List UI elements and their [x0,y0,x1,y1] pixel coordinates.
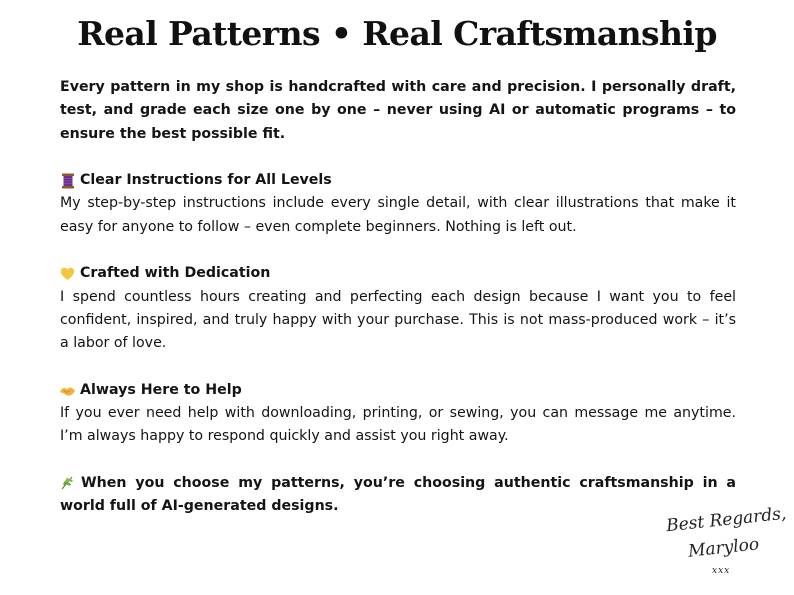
section-heading-help [60,379,736,402]
yellow-heart-icon [60,266,75,282]
section-heading-dedication [60,262,736,285]
herb-icon [60,475,75,491]
thread-spool-icon [60,173,75,189]
spacer [60,239,736,262]
page-title: Real Patterns • Real Craftsmanship [77,14,717,53]
section-heading-instructions [60,169,736,192]
section-heading-text: Always Here to Help [80,381,242,398]
handwritten-signature [662,503,788,586]
section-heading-text: Clear Instructions for All Levels [80,172,332,189]
signature-greeting: Best Regards, [665,503,788,537]
closing-text: When you choose my patterns, you’re choosing authentic craftsmanship in a world full of AI-generated designs. [60,475,736,515]
document-body [60,76,736,519]
spacer [60,449,736,472]
intro-paragraph: Every pattern in my shop is handcrafted with care and precision. I personally draft, test, and grade each size one by one – never using AI or automatic programs – to ensure the best possible fit. [60,79,736,142]
signature-kisses: xxx [712,566,731,576]
section-heading-text: Crafted with Dedication [80,265,271,282]
section-body-dedication: I spend countless hours creating and perfecting each design because I want you to feel confident, inspired, and truly happy with your purchase. This is not mass-produced work – it’s a labor of love. [60,288,736,352]
section-body-help: If you ever need help with downloading, printing, or sewing, you can message me anytime. I’m always happy to respond quickly and assist you right away. [60,405,736,445]
spacer [60,356,736,379]
handshake-icon [60,383,75,399]
closing-statement [60,472,736,519]
section-body-instructions: My step-by-step instructions include every single detail, with clear illustrations that make it easy for anyone to follow – even complete beginners. Nothing is left out. [60,195,736,235]
signature-name: Maryloo [687,534,761,562]
spacer [60,146,736,169]
